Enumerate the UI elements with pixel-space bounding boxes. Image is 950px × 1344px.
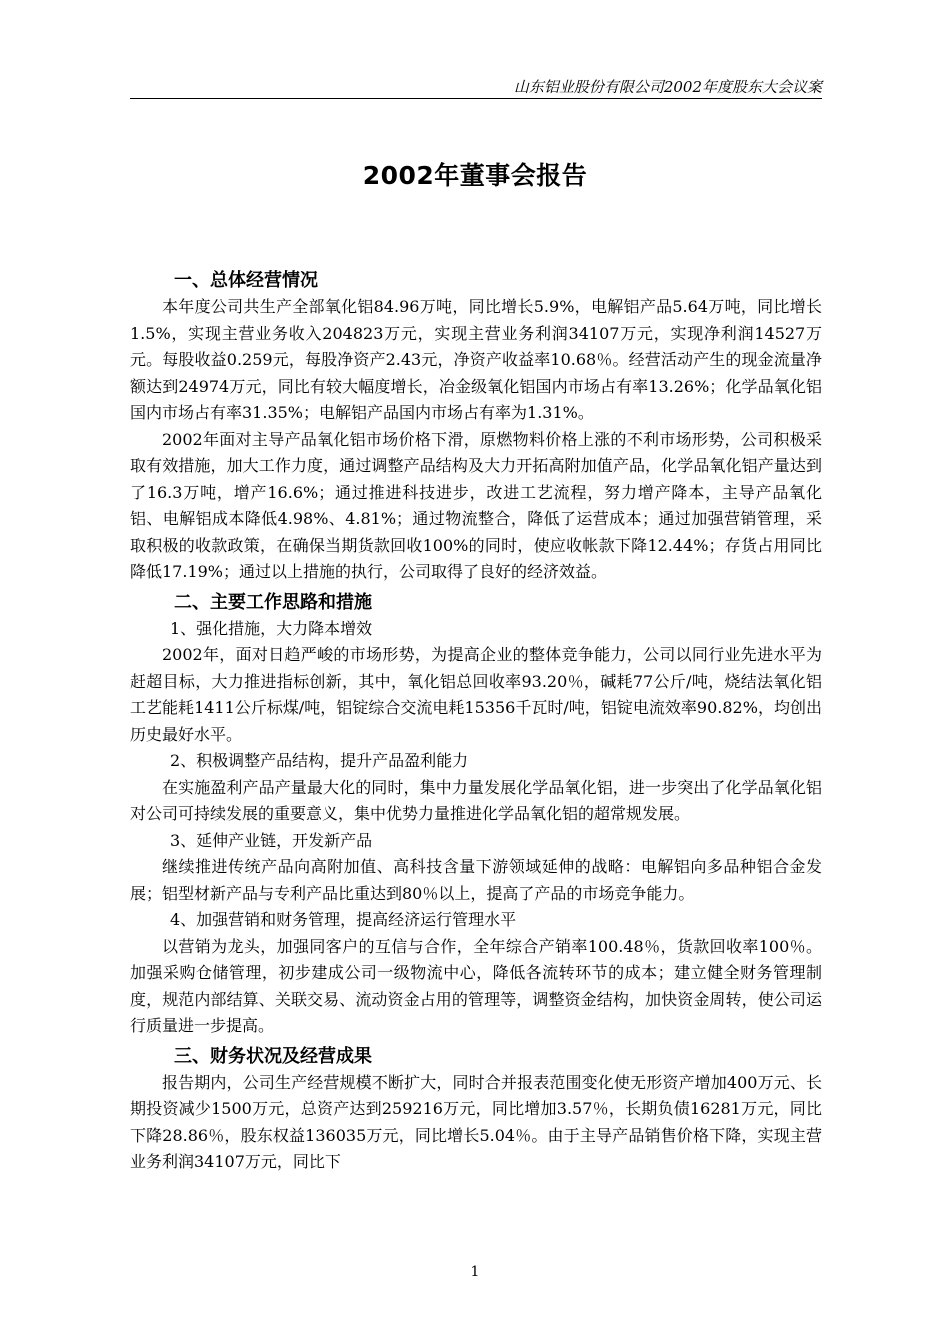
body-paragraph: 以营销为龙头，加强同客户的互信与合作，全年综合产销率100.48％，货款回收率100％。加强采购仓储管理，初步建成公司一级物流中心，降低各流转环节的成本；建立健全财务管理制度，规范内部结算、关联交易、流动资金占用的管理等，调整资金结构，加快资金周转，使公司运行质量进一步提高。 — [130, 936, 822, 1035]
document-title: 2002年董事会报告 — [362, 161, 588, 190]
body-paragraph: 2002年，面对日趋严峻的市场形势，为提高企业的整体竞争能力，公司以同行业先进水平为赶超目标，大力推进指标创新，其中，氧化铝总回收率93.20％，碱耗77公斤/吨，烧结法氧化铝工艺能耗1411公斤标煤/吨，铝锭综合交流电耗15356千瓦时/吨，铝锭电流效率90.82%，均创出历史最好水平。 — [130, 645, 822, 744]
sub-heading: 2、积极调整产品结构，提升产品盈利能力 — [170, 751, 469, 770]
header-rule — [130, 98, 822, 99]
body-paragraph: 继续推进传统产品向高附加值、高科技含量下游领域延伸的战略：电解铝向多品种铝合金发展；铝型材新产品与专利产品比重达到80％以上，提高了产品的市场竞争能力。 — [130, 857, 822, 903]
body-paragraph: 本年度公司共生产全部氧化铝84.96万吨，同比增长5.9%，电解铝产品5.64万吨，同比增长1.5%，实现主营业务收入204823万元，实现主营业务利润34107万元，实现净利润14527万元。每股收益0.259元，每股净资产2.43元，净资产收益率10.68％。经营活动产生的现金流量净额达到24974万元，同比有较大幅度增长，冶金级氧化铝国内市场占有率13.26%；化学品氧化铝国内市场占有率31.35%；电解铝产品国内市场占有率为1.31%。 — [130, 297, 822, 422]
report-body — [130, 268, 822, 1176]
sub-heading: 4、加强营销和财务管理，提高经济运行管理水平 — [170, 910, 517, 929]
running-header: 山东铝业股份有限公司2002年度股东大会议案 — [513, 78, 822, 96]
section-heading-financials: 三、财务状况及经营成果 — [174, 1045, 372, 1067]
page-number: 1 — [470, 1264, 480, 1280]
section-heading-overview: 一、总体经营情况 — [174, 270, 318, 291]
section-heading-measures: 二、主要工作思路和措施 — [174, 591, 372, 613]
body-paragraph: 报告期内，公司生产经营规模不断扩大，同时合并报表范围变化使无形资产增加400万元、长期投资减少1500万元，总资产达到259216万元，同比增加3.57％，长期负债16281万元，同比下降28.86％，股东权益136035万元，同比增长5.04％。由于主导产品销售价格下降，实现主营业务利润34107万元，同比下 — [130, 1072, 822, 1171]
body-paragraph: 2002年面对主导产品氧化铝市场价格下滑，原燃物料价格上涨的不利市场形势，公司积极采取有效措施，加大工作力度，通过调整产品结构及大力开拓高附加值产品，化学品氧化铝产量达到了16.3万吨，增产16.6%；通过推进科技进步，改进工艺流程，努力增产降本，主导产品氧化铝、电解铝成本降低4.98%、4.81%；通过物流整合，降低了运营成本；通过加强营销管理，采取积极的收款政策，在确保当期货款回收100%的同时，使应收帐款下降12.44%；存货占用同比降低17.19%；通过以上措施的执行，公司取得了良好的经济效益。 — [130, 429, 822, 581]
sub-heading: 1、强化措施，大力降本增效 — [170, 618, 373, 638]
body-paragraph: 在实施盈利产品产量最大化的同时，集中力量发展化学品氧化铝，进一步突出了化学品氧化铝对公司可持续发展的重要意义，集中优势力量推进化学品氧化铝的超常规发展。 — [130, 777, 822, 823]
sub-heading: 3、延伸产业链，开发新产品 — [170, 830, 373, 850]
